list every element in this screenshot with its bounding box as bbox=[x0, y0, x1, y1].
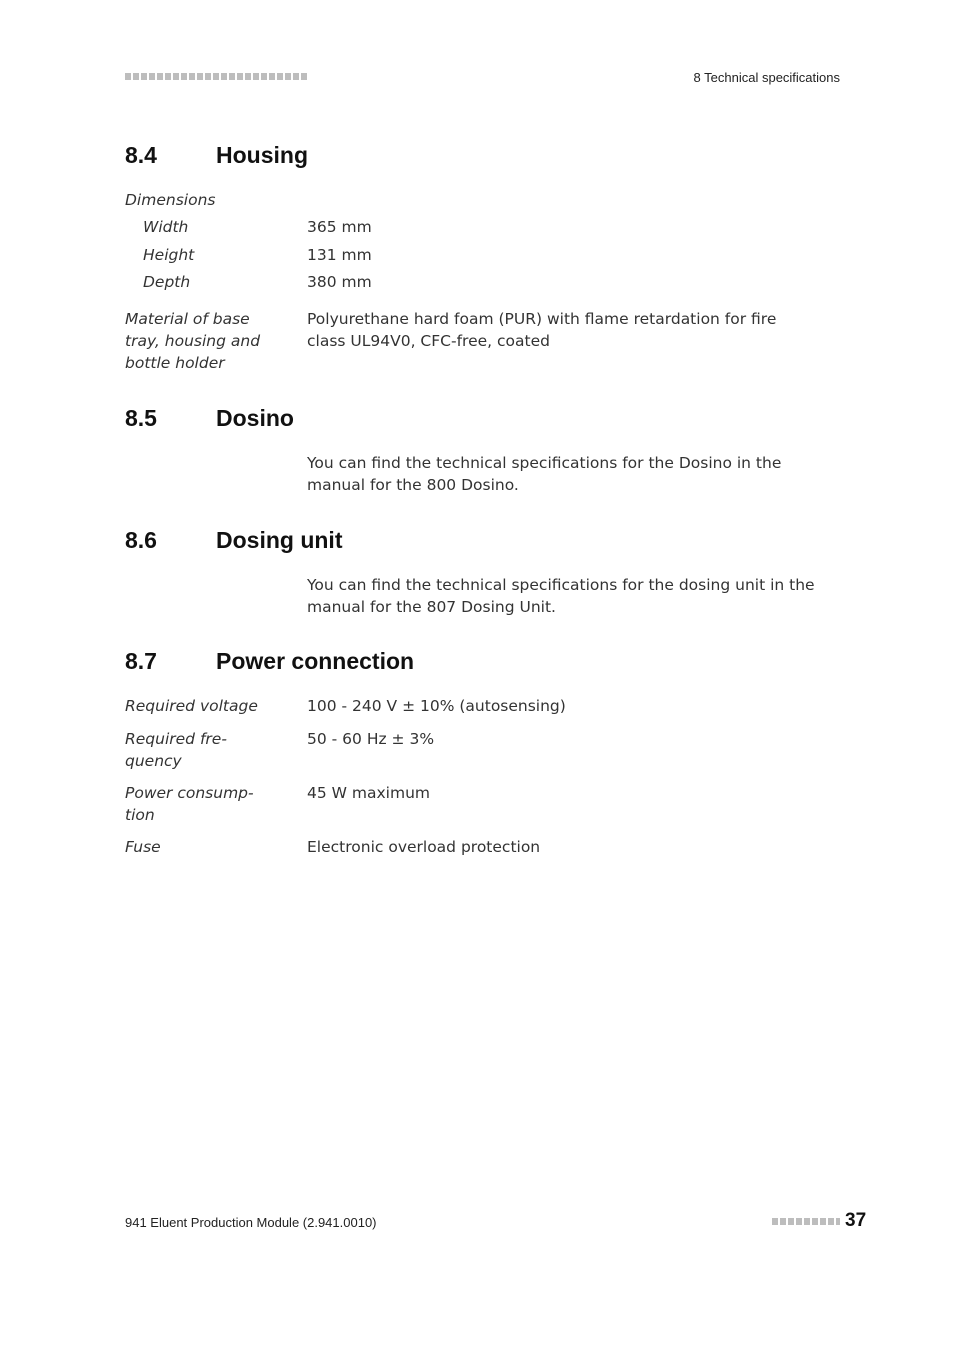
height-label: Height bbox=[143, 246, 195, 264]
section-title-dosino: Dosino bbox=[216, 405, 294, 431]
voltage-label: Required voltage bbox=[125, 697, 258, 715]
width-value: 365 mm bbox=[307, 218, 372, 236]
dosing-unit-text: You can find the technical specifications for the dosing unit in the manual for the 807 Dosing Unit. bbox=[307, 576, 815, 616]
section-title-housing: Housing bbox=[216, 142, 308, 168]
dosino-text: You can find the technical specifications for the Dosino in the manual for the 800 Dosino. bbox=[307, 454, 782, 494]
consumption-label: Power consump- tion bbox=[125, 784, 254, 824]
dimensions-label: Dimensions bbox=[125, 191, 216, 209]
depth-label: Depth bbox=[143, 273, 191, 291]
page-number: 37 bbox=[845, 1210, 867, 1231]
depth-value: 380 mm bbox=[307, 273, 372, 291]
header-decoration bbox=[125, 73, 307, 80]
section-number-housing: 8.4 bbox=[125, 142, 157, 168]
frequency-label: Required fre- quency bbox=[125, 730, 227, 770]
material-value: Polyurethane hard foam (PUR) with flame retardation for fire class UL94V0, CFC-free, coated bbox=[307, 310, 777, 350]
fuse-value: Electronic overload protection bbox=[307, 838, 541, 856]
section-title-dosing-unit: Dosing unit bbox=[216, 527, 343, 553]
height-value: 131 mm bbox=[307, 246, 372, 264]
fuse-label: Fuse bbox=[125, 838, 161, 856]
consumption-value: 45 W maximum bbox=[307, 784, 431, 802]
material-label: Material of base tray, housing and bottle holder bbox=[125, 310, 261, 372]
footer-decoration bbox=[772, 1218, 840, 1225]
section-number-power: 8.7 bbox=[125, 648, 157, 674]
width-label: Width bbox=[143, 218, 189, 236]
section-number-dosino: 8.5 bbox=[125, 405, 157, 431]
frequency-value: 50 - 60 Hz ± 3% bbox=[307, 730, 435, 748]
footer-document-title: 941 Eluent Production Module (2.941.0010) bbox=[125, 1215, 377, 1230]
section-title-power: Power connection bbox=[216, 648, 415, 674]
section-number-dosing-unit: 8.6 bbox=[125, 527, 157, 553]
voltage-value: 100 - 240 V ± 10% (autosensing) bbox=[307, 697, 566, 715]
header-chapter-title: 8 Technical specifications bbox=[693, 70, 840, 85]
